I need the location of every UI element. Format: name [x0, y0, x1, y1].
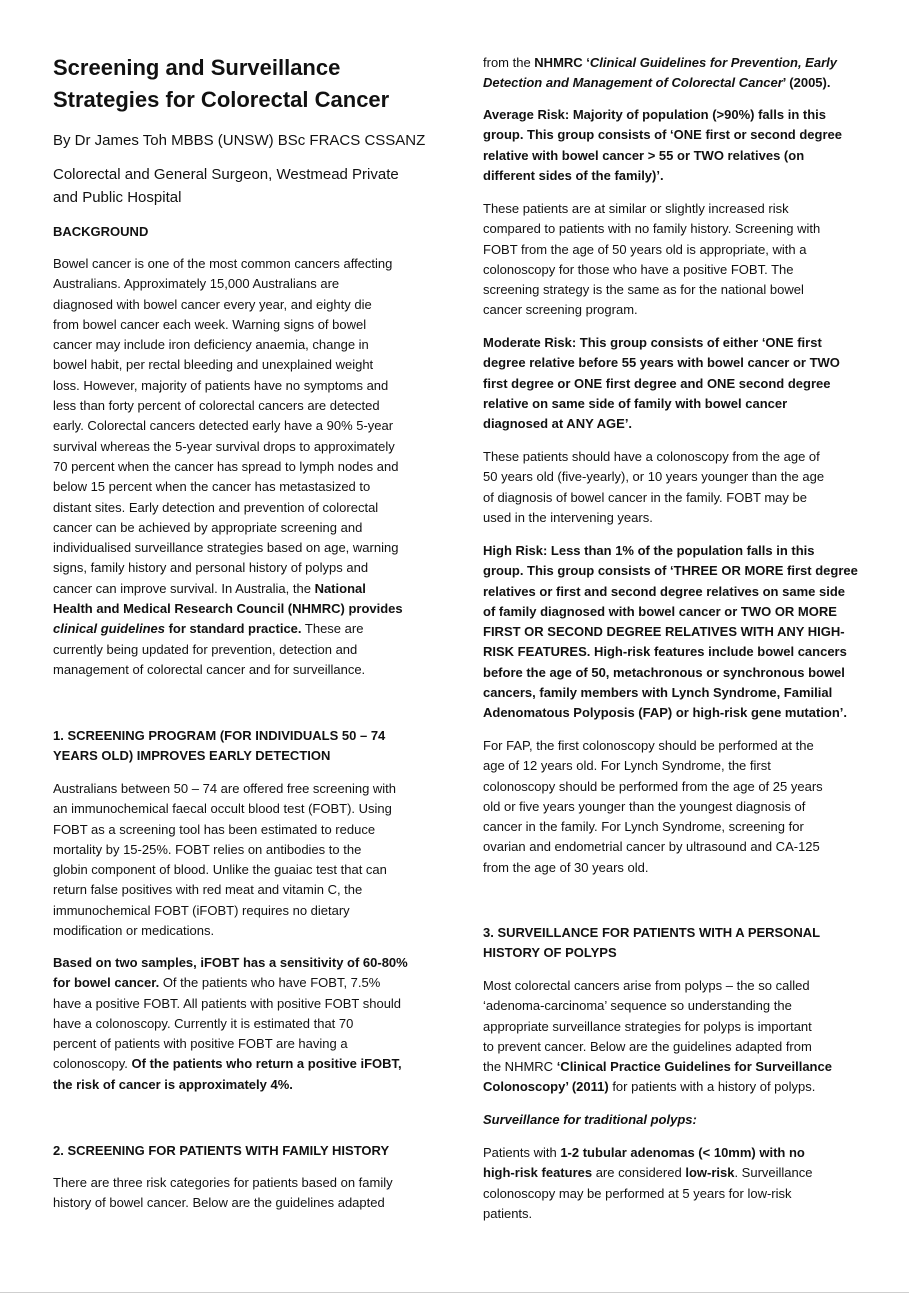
high-risk-definition: High Risk: Less than 1% of the population falls in this group. This group consists of ‘THREE OR MORE first degree relatives or first and second degree relatives on same side of family diagnosed with bowel cancer or TWO OR MORE FIRST OR SECOND DEGREE RELATIVES WITH ANY HIGH- RISK FEATURES. High-risk features include bowel cancers before the age of 50, metachronous or synchronous bowel cancers, family members with Lynch Syndrome, Familial Adenomatous Polyposis (FAP) or high-risk gene mutation’. — [483, 543, 858, 721]
positive-fobt-text: Of the patients who have FOBT, 7.5% have a positive FOBT. All patients with positive FOBT should have a colonoscopy. Currently it is estimated that 70 percent of patients with positive FOBT are having a colonoscopy. — [53, 975, 402, 1072]
article-title: Screening and Surveillance Strategies for Colorectal Cancer — [53, 55, 390, 112]
intro-nhmrc-text: NHMRC ‘ — [534, 55, 590, 70]
surveillance-guideline-title: ‘Clinical Practice Guidelines for Surveillance Colonoscopy’ (2011) — [483, 1059, 832, 1095]
section2-heading: 2. SCREENING FOR PATIENTS WITH FAMILY HISTORY — [53, 1143, 390, 1158]
moderate-risk-definition: Moderate Risk: This group consists of either ‘ONE first degree relative before 55 years with bowel cancer or TWO first degree or ONE first degree and ONE second degree relative on same side of family with bowel cancer diagnosed at ANY AGE’. — [483, 335, 840, 432]
background-heading: BACKGROUND — [53, 224, 149, 239]
low-risk-text: low-risk — [685, 1165, 735, 1181]
background-text: Bowel cancer is one of the most common cancers affecting Australians. Approximately 15,000 Australians are diagnosed with bowel cancer every year, and eighty die from bowel cancer each week. Warning signs of bowel cancer may include iron deficiency anaemia, change in bowel habit, per rectal bleeding and unexplained weight loss. However, majority of patients have no symptoms and less than forty percent of colorectal cancers are detected early. Colorectal cancers detected early have a 90% 5-year survival whereas the 5-year survival drops to approximately 70 percent when the cancer has spread to lymph nodes and below 15 percent when the cancer has metastasized to distant sites. Early detection and prevention of colorectal cancer can be achieved by appropriate screening and individualised surveillance strategies based on age, warning signs, family history and personal history of polyps and cancer can improve survival. In Australia, the — [53, 256, 399, 596]
considered-text: are considered — [592, 1165, 686, 1181]
traditional-polyps-subheading: Surveillance for traditional polyps: — [483, 1112, 697, 1127]
section3-paragraph-1 — [483, 976, 861, 1098]
intro-guideline-title: Clinical Guidelines for Prevention, Early Detection and Management of Colorectal Cancer — [483, 55, 837, 91]
polyps-history-text: for patients with a history of polyps. — [608, 1079, 816, 1095]
section1-heading: 1. SCREENING PROGRAM (FOR INDIVIDUALS 50 – 74 YEARS OLD) IMPROVES EARLY DETECTION — [53, 728, 386, 764]
section1-paragraph-2 — [53, 953, 433, 1095]
cancer-risk-text: Of the patients who return a positive iFOBT, the risk of cancer is approximately 4%. — [53, 1056, 402, 1092]
page-bottom-rule — [0, 1292, 909, 1293]
intro-from-text: from the — [483, 55, 535, 70]
average-risk-definition: Average Risk: Majority of population (>90%) falls in this group. This group consists of ‘ONE first or second degree relative with bowel cancer > 55 or TWO relatives (on different sides of the family)’. — [483, 107, 842, 183]
author-affiliation: Colorectal and General Surgeon, Westmead Private and Public Hospital — [53, 166, 399, 206]
section3-heading: 3. SURVEILLANCE FOR PATIENTS WITH A PERSONAL HISTORY OF POLYPS — [483, 925, 821, 961]
high-risk-text: For FAP, the first colonoscopy should be performed at the age of 12 years old. For Lynch Syndrome, the first colonoscopy should be performed from the age of 25 years old or five years younger than the youngest diagnosis of cancer in the family. For Lynch Syndrome, screening for ovarian and endometrial cancer by ultrasound and CA-125 from the age of 30 years old. — [483, 738, 823, 875]
average-risk-text: These patients are at similar or slightly increased risk compared to patients with no family history. Screening with FOBT from the age of 50 years old is appropriate, with a colonoscopy for those who have a positive FOBT. The screening strategy is the same as for the national bowel cancer screening program. — [483, 201, 821, 318]
byline: By Dr James Toh MBBS (UNSW) BSc FRACS CSSANZ — [53, 132, 426, 149]
section3-paragraph-2 — [483, 1143, 861, 1224]
polyps-intro-text: Most colorectal cancers arise from polyps – the so called ‘adenoma-carcinoma’ sequence so understanding the appropriate surveillance strategies for polyps is important to prevent cancer. Below are the guidelines adapted from the NHMRC — [483, 978, 812, 1075]
background-guidelines-text: clinical guidelines — [53, 621, 165, 637]
background-paragraph — [53, 254, 433, 680]
background-update-text: These are currently being updated for prevention, detection and management of colorectal cancer and for surveillance. — [53, 621, 366, 677]
moderate-risk-text: These patients should have a colonoscopy from the age of 50 years old (five-yearly), or 10 years younger than the age of diagnosis of bowel cancer in the family. FOBT may be used in the intervening years. — [483, 449, 825, 525]
intro-year-text: ’ (2005). — [782, 75, 831, 91]
background-practice-text: for standard practice. — [164, 621, 302, 637]
background-nhmrc-text: National Health and Medical Research Council (NHMRC) provides — [53, 580, 403, 617]
tubular-adenomas-text: 1-2 tubular adenomas (< 10mm) with no high-risk features — [483, 1145, 805, 1181]
surveillance-interval-text: . Surveillance colonoscopy may be performed at 5 years for low-risk patients. — [483, 1165, 813, 1221]
section1-paragraph-1: Australians between 50 – 74 are offered free screening with an immunochemical faecal occult blood test (FOBT). Using FOBT as a screening tool has been estimated to reduce mortality by 15-25%. FOBT relies on antibodies to the globin component of blood. Unlike the guaiac test that can return false positives with red meat and vitamin C, the immunochemical FOBT (iFOBT) requires no dietary modification or medications. — [53, 781, 397, 939]
section2-intro-continued — [483, 53, 861, 94]
section2-intro: There are three risk categories for patients based on family history of bowel cancer. Below are the guidelines adapted — [53, 1175, 393, 1211]
ifobt-sensitivity-text: Based on two samples, iFOBT has a sensitivity of 60-80% for bowel cancer. — [53, 955, 408, 991]
patients-with-text: Patients with — [483, 1145, 561, 1160]
